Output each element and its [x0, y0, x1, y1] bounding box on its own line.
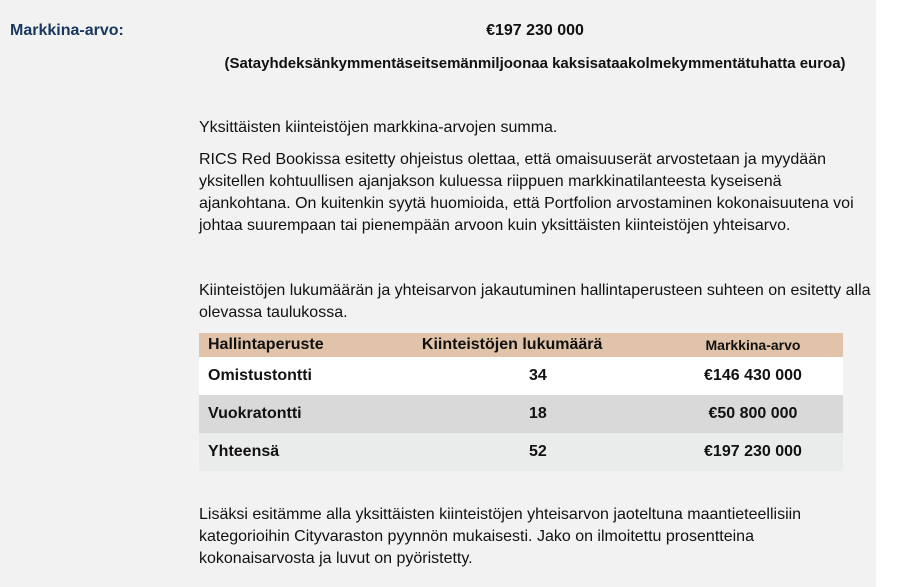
paragraph-rics: RICS Red Bookissa esitetty ohjeistus olettaa, että omaisuuserät arvostetaan ja myydään yksitellen kohtuullisen ajanjakson kuluessa riippuen markkinatilanteesta kyseisenä ajankohtana. On kuitenkin syytä huomioida, että Portfolion arvostaminen kokonaisuutena voi johtaa suurempaan tai pienempään arvoon kuin yksittäisten kiinteistöjen yhteisarvo.: [199, 151, 854, 234]
header-market-value: Markkina-arvo: [705, 337, 801, 353]
header-tenure: Hallintaperuste: [208, 336, 324, 353]
cell-market-value: €197 230 000: [704, 443, 802, 460]
market-value-amount: €197 230 000: [486, 22, 584, 39]
table-header-row: [199, 333, 843, 357]
cell-tenure: Yhteensä: [208, 443, 280, 460]
distribution-table: [199, 333, 843, 471]
cell-count: 34: [529, 367, 547, 384]
header-count: Kiinteistöjen lukumäärä: [421, 336, 603, 353]
cell-tenure: Vuokratontti: [208, 405, 302, 422]
table-row-total: [199, 433, 843, 471]
cell-market-value: €50 800 000: [708, 405, 798, 422]
market-value-amount-words: (Satayhdeksänkymmentäseitsemänmiljoonaa kaksisataakolmekymmentätuhatta euroa): [224, 55, 846, 72]
cell-count: 18: [529, 405, 547, 422]
paragraph-distribution: Kiinteistöjen lukumäärän ja yhteisarvon jakautuminen hallintaperusteen suhteen on esitetty alla olevassa taulukossa.: [199, 282, 871, 321]
cell-tenure: Omistustontti: [208, 367, 312, 384]
cell-count: 52: [529, 443, 547, 460]
paragraph-sum: Yksittäisten kiinteistöjen markkina-arvojen summa.: [199, 119, 558, 136]
paragraph-geographic: Lisäksi esitämme alla yksittäisten kiinteistöjen yhteisarvon jaoteltuna maantieteellisiin kategorioihin Cityvaraston pyynnön mukaisesti. Jako on ilmoitettu prosentteina kokonaisarvosta ja luvut on pyöristetty.: [199, 506, 802, 567]
table-row: [199, 357, 843, 395]
cell-market-value: €146 430 000: [704, 367, 802, 384]
table-row: [199, 395, 843, 433]
market-value-label: Markkina-arvo:: [10, 22, 124, 39]
